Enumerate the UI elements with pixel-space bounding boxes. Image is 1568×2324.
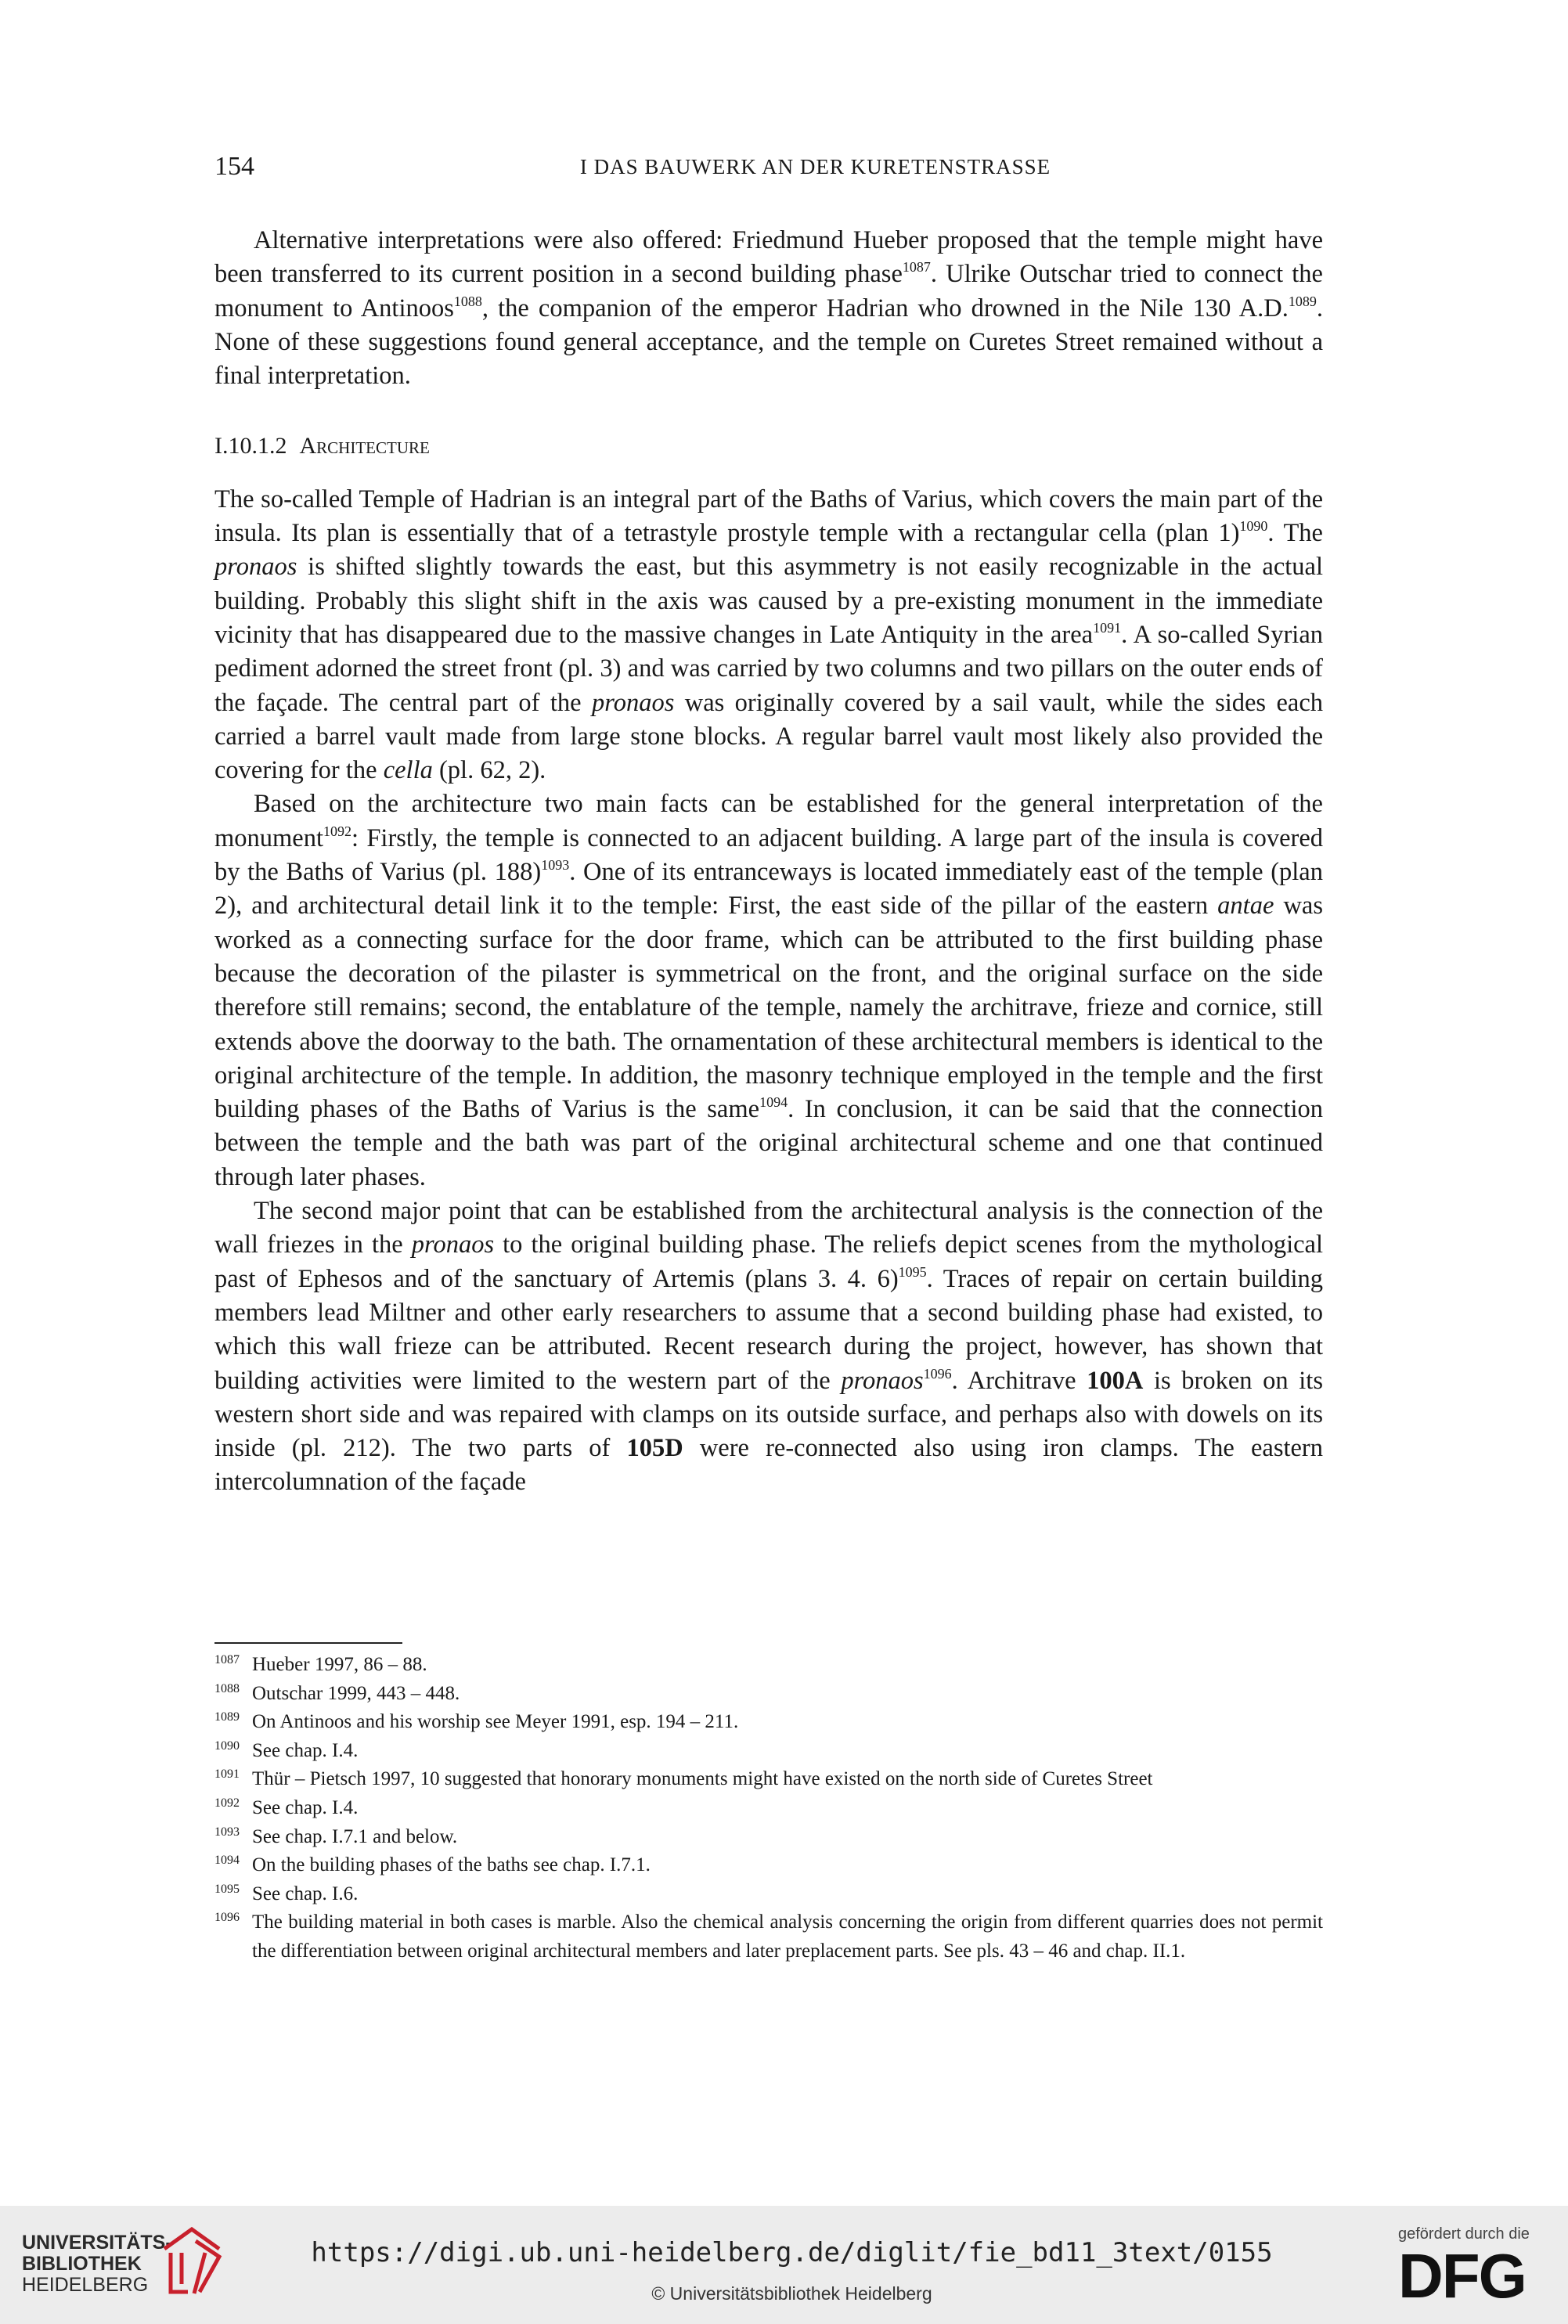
footnotes [214, 1651, 1323, 1966]
paragraph-2 [214, 483, 1323, 788]
footnote: 1089 On Antinoos and his worship see Meyer 1991, esp. 194 – 211. [214, 1710, 739, 1733]
italic-term: pronaos [592, 688, 675, 717]
page-number: 154 [214, 152, 254, 181]
footnote-ref: 1094 [759, 1094, 788, 1111]
footnote-text: Hueber 1997, 86 – 88. [252, 1654, 427, 1675]
text-run: : Firstly, the temple is connected to an adjacent building. A large part of the insula is covered by the Baths of Varius (pl. 188) [214, 823, 1323, 887]
text-run: is shifted slightly towards the east, but this asymmetry is not easily recognizable in the actual building. Probably this slight shift in the axis was caused by a pre-existing monument in the immediate vicinity that has disappeared due to the massive changes in Late Antiquity in the area [214, 553, 1323, 649]
footnote-ref: 1090 [1239, 518, 1268, 535]
dfg-logo: DFG [1398, 2241, 1526, 2311]
footnote: 1092 See chap. I.4. [214, 1796, 359, 1818]
footnote: 1093 See chap. I.7.1 and below. [214, 1825, 458, 1847]
footnote: 1088 Outschar 1999, 443 – 448. [214, 1681, 460, 1704]
text-run: was originally covered by a sail vault, while the sides each carried a barrel vault made from large stone blocks. A regular barrel vault most likely also provided the covering for the [214, 688, 1323, 785]
library-line-1: UNIVERSITÄTS- [22, 2232, 172, 2254]
footnote-text: See chap. I.4. [252, 1796, 359, 1818]
running-head: I DAS BAUWERK AN DER KURETENSTRASSE [579, 155, 1051, 178]
text-run: The so-called Temple of Hadrian is an integral part of the Baths of Varius, which covers the main part of the insula. Its plan is essentially that of a tetrastyle prostyle temple with a rectangular cella (plan 1) [214, 485, 1323, 548]
footnote-text: See chap. I.7.1 and below. [252, 1825, 458, 1847]
copyright-notice: © Universitätsbibliothek Heidelberg [651, 2283, 932, 2304]
bold-catalogue-number: 105D [626, 1434, 683, 1463]
text-run: . Traces of repair on certain building members lead Miltner and other early researchers to assume that a second building phase had existed, to which this wall frieze can be attributed. Recent research during the project, however, has shown that building activities were limited to the western part of the [214, 1264, 1323, 1395]
text-run: . In conclusion, it can be said that the connection between the temple and the bath was part of the original architectural scheme and one that continued through later phases. [214, 1095, 1324, 1191]
paragraph-1 [214, 224, 1323, 393]
footnote-ref: 1088 [453, 293, 482, 309]
italic-term: antae [1217, 892, 1274, 921]
main-text [214, 224, 1323, 1500]
footnote: 1091 Thür – Pietsch 1997, 10 suggested that honorary monuments might have existed on the north side of Curetes Street [214, 1767, 1153, 1790]
bold-catalogue-number: 100A [1087, 1366, 1144, 1395]
text-run: were re-connected also using iron clamps. The eastern intercolumnation of the façade [214, 1434, 1323, 1497]
footnote-ref: 1091 [1093, 619, 1122, 636]
footnote-text: See chap. I.4. [252, 1739, 359, 1761]
footnote-ref: 1095 [898, 1263, 927, 1280]
section-title: Architecture [299, 433, 430, 459]
footnote-ref: 1087 [902, 259, 931, 276]
footnote-text: See chap. I.6. [252, 1883, 359, 1904]
italic-term: pronaos [214, 553, 297, 582]
footnote-ref: 1089 [1288, 293, 1317, 309]
section-number: I.10.1.2 [214, 433, 287, 459]
text-run: Based on the architecture two main facts can be established for the general interpretation of the monument [214, 790, 1323, 852]
library-line-2: BIBLIOTHEK [22, 2253, 142, 2275]
text-run: . None of these suggestions found general acceptance, and the temple on Curetes Street remained without a final interpretation. [214, 294, 1323, 391]
footnote-text: On Antinoos and his worship see Meyer 1991, esp. 194 – 211. [252, 1711, 739, 1733]
footnote: 1094 On the building phases of the baths see chap. I.7.1. [214, 1854, 651, 1876]
footnote-text: Outschar 1999, 443 – 448. [252, 1682, 460, 1704]
footnote-text: The building material in both cases is marble. Also the chemical analysis concerning the origin from different quarries does not permit the differentiation between original architectural members and later preplacement parts. See pls. 43 – 46 and chap. II.1. [252, 1911, 1323, 1962]
footnote-ref: 1093 [541, 857, 570, 874]
text-run: is broken on its western short side and was repaired with clamps on its outside surface, and perhaps also with dowels on its inside (pl. 212). The two parts of [214, 1366, 1323, 1463]
text-run: . A so-called Syrian pediment adorned the street front (pl. 3) and was carried by two columns and two pillars on the outer ends of the façade. The central part of the [214, 620, 1323, 717]
footnote: 1090 See chap. I.4. [214, 1738, 359, 1761]
text-run: The second major point that can be established from the architectural analysis is the connection of the wall friezes in the [214, 1197, 1323, 1259]
footnote-text: On the building phases of the baths see chap. I.7.1. [252, 1854, 651, 1876]
text-run: . Architrave [951, 1366, 1087, 1395]
text-run: , the companion of the emperor Hadrian who drowned in the Nile 130 A.D. [481, 294, 1289, 322]
italic-term: pronaos [841, 1366, 924, 1395]
section-heading [214, 429, 1323, 463]
text-run: . One of its entranceways is located immediately east of the temple (plan 2), and architectural detail link it to the temple: First, the east side of the pillar of the eastern [214, 858, 1323, 921]
footnote-ref: 1092 [323, 823, 352, 839]
source-url[interactable]: https://digi.ub.uni-heidelberg.de/diglit/fie_bd11_3text/0155 [311, 2237, 1273, 2268]
footnote-text: Thür – Pietsch 1997, 10 suggested that honorary monuments might have existed on the north side of Curetes Street [252, 1768, 1153, 1790]
text-run: . The [1267, 519, 1323, 548]
library-line-3: HEIDELBERG [22, 2274, 149, 2296]
footnote: 1095 See chap. I.6. [214, 1882, 359, 1904]
paragraph-3 [214, 787, 1323, 1194]
italic-term: cella [383, 756, 433, 785]
text-run: to the original building phase. The reliefs depict scenes from the mythological past of Ephesos and of the sanctuary of Artemis (plans 3. 4. 6) [214, 1230, 1323, 1293]
italic-term: pronaos [411, 1230, 495, 1259]
footnote-ref: 1096 [923, 1365, 952, 1382]
text-run: Alternative interpretations were also offered: Friedmund Hueber proposed that the temple might have been transferred to its current position in a second building phase [214, 226, 1323, 289]
text-run: was worked as a connecting surface for the door frame, which can be attributed to the first building phase because the decoration of the pilaster is symmetrical on the front, and the original surface on the side therefore still remains; second, the entablature of the temple, namely the architrave, frieze and cornice, still extends above the doorway to the bath. The ornamentation of these architectural members is identical to the original architecture of the temple. In addition, the masonry technique employed in the temple and the first building phases of the Baths of Varius is the same [214, 892, 1323, 1124]
paragraph-4 [214, 1194, 1323, 1500]
funder-note: gefördert durch die [1398, 2225, 1530, 2243]
text-run: (pl. 62, 2). [432, 756, 546, 785]
footnote: 1087 Hueber 1997, 86 – 88. [214, 1653, 427, 1675]
footnote: 1096 The building material in both cases is marble. Also the chemical analysis concerning the origin from different quarries does not permit the differentiation between original architectural members and later preplacement parts. See pls. 43 – 46 and chap. II.1. [214, 1911, 1323, 1962]
text-run: . Ulrike Outschar tried to connect the monument to Antinoos [214, 260, 1323, 322]
footnote-rule [214, 1642, 402, 1644]
